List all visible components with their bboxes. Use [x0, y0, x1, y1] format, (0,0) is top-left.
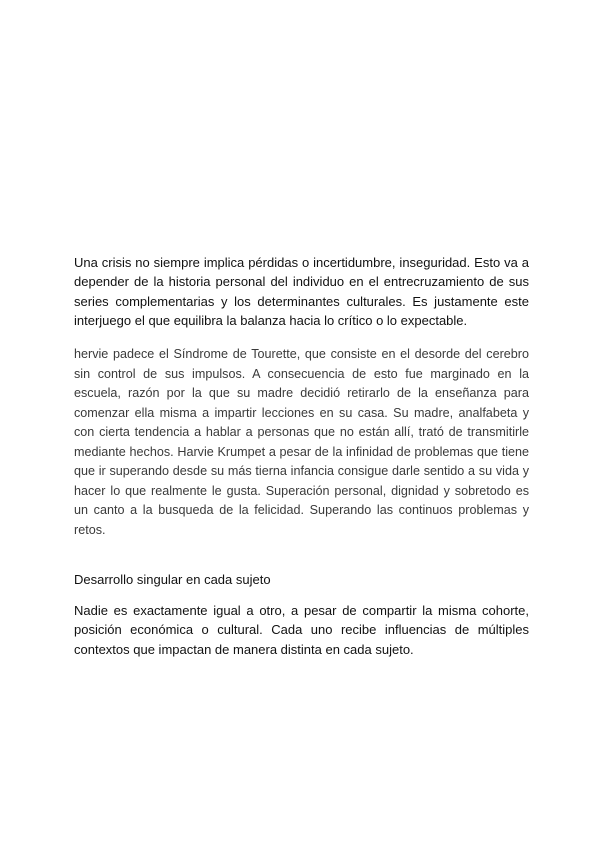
paragraph-harvie: hervie padece el Síndrome de Tourette, que consiste en el desorde del cerebro sin control de sus impulsos. A consecuencia de esto fue marginado en la escuela, razón por la que su madre decidió retirarlo de la enseñanza para comenzar ella misma a impartir lecciones en su casa. Su madre, analfabeta y con cierta tendencia a hablar a personas que no están allí, trató de transmitirle mediante hechos. Harvie Krumpet a pesar de la infinidad de problemas que tiene que ir superando desde su más tierna infancia consigue darle sentido a su vida y hacer lo que realmente le gusta. Superación personal, dignidad y sobretodo es un canto a la busqueda de la felicidad. Superando las continuos problemas y retos. [74, 347, 529, 537]
section-heading: Desarrollo singular en cada sujeto [74, 572, 271, 587]
paragraph-crisis: Una crisis no siempre implica pérdidas o incertidumbre, inseguridad. Esto va a depender de la historia personal del individuo en el entrecruzamiento de sus series complementarias y los determinantes culturales. Es justamente este interjuego el que equilibra la balanza hacia lo crítico o lo expectable. [74, 255, 529, 329]
paragraph-desarrollo: Nadie es exactamente igual a otro, a pesar de compartir la misma cohorte, posición económica o cultural. Cada uno recibe influencias de múltiples contextos que impactan de manera distinta en cada sujeto. [74, 603, 529, 657]
